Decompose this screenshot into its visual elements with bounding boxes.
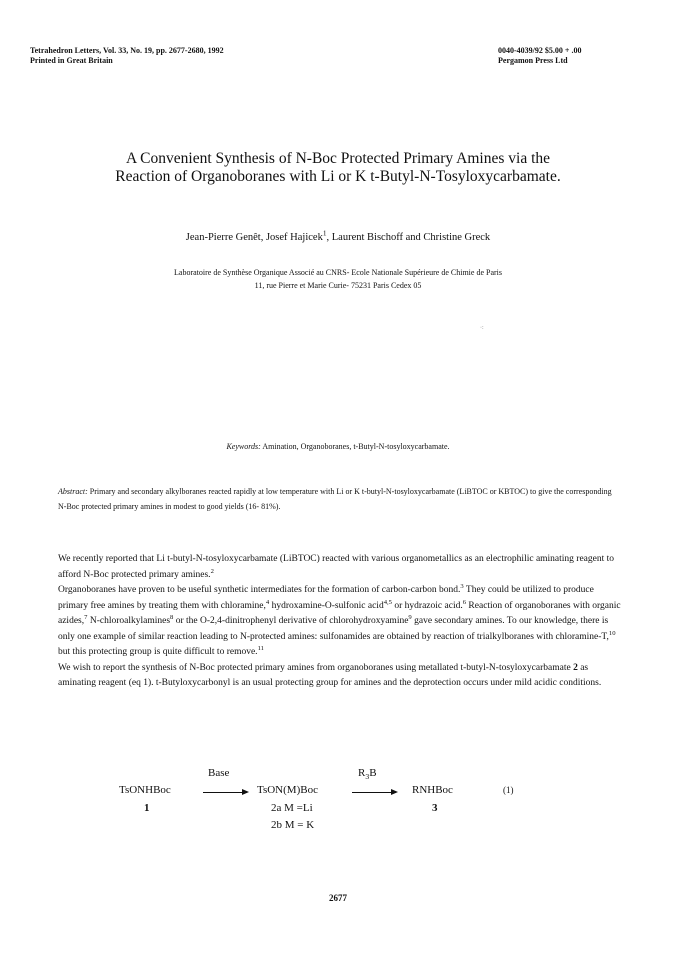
paragraph-2 [58, 583, 624, 661]
journal-header [30, 46, 224, 66]
ref-4: 4 [265, 598, 270, 606]
keywords [0, 442, 676, 451]
intermediate-2b: 2b M = K [271, 819, 315, 831]
p2-text-g: or the O-2,4-dinitrophenyl derivative of chlorohydroxyamine [173, 616, 409, 626]
p2-text-h: gave secondary amines. To our knowledge, there is only one example of similar reaction leading to N-protected amines: sulfonamides are obtained by reaction of trialkylboranes with chloramine-T, [58, 616, 609, 642]
p2-text-c: hydroxamine-O-sulfonic acid [269, 600, 384, 611]
intermediate: TsON(M)Boc [257, 784, 318, 796]
p1-text: We recently reported that Li t-butyl-N-tosyloxycarbamate (LiBTOC) reacted with various organometallics as an electrophilic aminating reagent to afford N-Boc protected primary amines. [58, 554, 615, 580]
author-footnote-mark: 1 [322, 228, 327, 238]
product-number: 3 [432, 802, 438, 814]
publisher-name: Pergamon Press Ltd [498, 56, 568, 65]
p2-text-a: Organoboranes have proven to be useful synthetic intermediates for the formation of carbon-carbon bond. [58, 585, 461, 595]
scan-speck: ·: [480, 325, 484, 331]
title-line-2: Reaction of Organoboranes with Li or K t-Butyl-N-Tosyloxycarbamate. [115, 168, 561, 185]
paragraph-3 [58, 661, 624, 692]
printed-location: Printed in Great Britain [30, 56, 113, 65]
ref-4-5: 4,5 [383, 598, 393, 606]
p3-text-a: We wish to report the synthesis of N-Boc protected primary amines from organoboranes using metallated t-butyl-N-tosyloxycarbamate [58, 662, 574, 673]
keywords-label: Keywords: [226, 442, 261, 451]
ref-9: 9 [408, 613, 412, 621]
ref-8: 8 [170, 613, 174, 621]
ref-10: 10 [608, 629, 616, 637]
author-list [0, 228, 676, 243]
affiliation-line-1: Laboratoire de Synthèse Organique Associé au CNRS- Ecole Nationale Supérieure de Chimie de Paris [174, 268, 502, 277]
ref-6: 6 [462, 598, 467, 606]
ref-7: 7 [84, 613, 88, 621]
body-text [58, 552, 624, 692]
intermediate-2a: 2a M =Li [271, 802, 313, 814]
product: RNHBoc [412, 784, 453, 796]
issn-code: 0040-4039/92 $5.00 + .00 [498, 46, 582, 55]
p2-text-e: Reaction of organoboranes with organic azides, [58, 600, 621, 626]
affiliation [0, 266, 676, 292]
ref-2: 2 [210, 567, 214, 575]
compound-2-ref: 2 [573, 662, 578, 673]
equation-number: (1) [503, 785, 514, 795]
publisher-header [498, 46, 581, 66]
authors-part-2: , Laurent Bischoff and Christine Greck [326, 232, 491, 243]
paper-title [40, 150, 636, 186]
reaction-scheme [0, 760, 676, 840]
authors-part-1: Jean-Pierre Genêt, Josef Hajicek [185, 232, 323, 243]
ref-11: 11 [257, 644, 264, 652]
reactant-number: 1 [144, 802, 150, 814]
keywords-text: Amination, Organoboranes, t-Butyl-N-tosyloxycarbamate. [260, 442, 450, 451]
ref-3: 3 [460, 582, 464, 590]
p2-text-b: They could be utilized to produce primary free amines by treating them with chloramine, [58, 585, 594, 611]
title-line-1: A Convenient Synthesis of N-Boc Protected Primary Amines via the [125, 150, 551, 167]
p2-text-i: but this protecting group is quite difficult to remove. [58, 647, 258, 657]
reaction-arrow-1 [203, 792, 247, 793]
abstract-label: Abstract: [58, 487, 88, 496]
reagent-subscript: 3 [365, 772, 370, 782]
p3-text-b: as aminating reagent (eq 1). t-Butyloxycarbonyl is an usual protecting group for amines and the deprotection occurs under mild acidic conditions. [58, 662, 602, 688]
reagent-r: R [358, 767, 366, 779]
affiliation-line-2: 11, rue Pierre et Marie Curie- 75231 Paris Cedex 05 [254, 281, 422, 290]
abstract [58, 484, 618, 514]
p2-text-f: N-chloroalkylamines [87, 616, 171, 626]
reactant: TsONHBoc [119, 784, 171, 796]
reagent-r3b [358, 767, 377, 781]
paragraph-1 [58, 552, 624, 583]
abstract-text: Primary and secondary alkylboranes reacted rapidly at low temperature with Li or K t-butyl-N-tosyloxycarbamate (LiBTOC or KBTOC) to give the corresponding N-Boc protected primary amines in modest to good yields (16- 81%). [58, 487, 612, 511]
reagent-base: Base [208, 767, 230, 779]
reagent-b: B [369, 767, 377, 779]
p2-text-d: or hydrazoic acid. [392, 600, 463, 611]
page-number: 2677 [329, 893, 347, 903]
reaction-arrow-2 [352, 792, 396, 793]
journal-citation: Tetrahedron Letters, Vol. 33, No. 19, pp. 2677-2680, 1992 [30, 46, 224, 55]
